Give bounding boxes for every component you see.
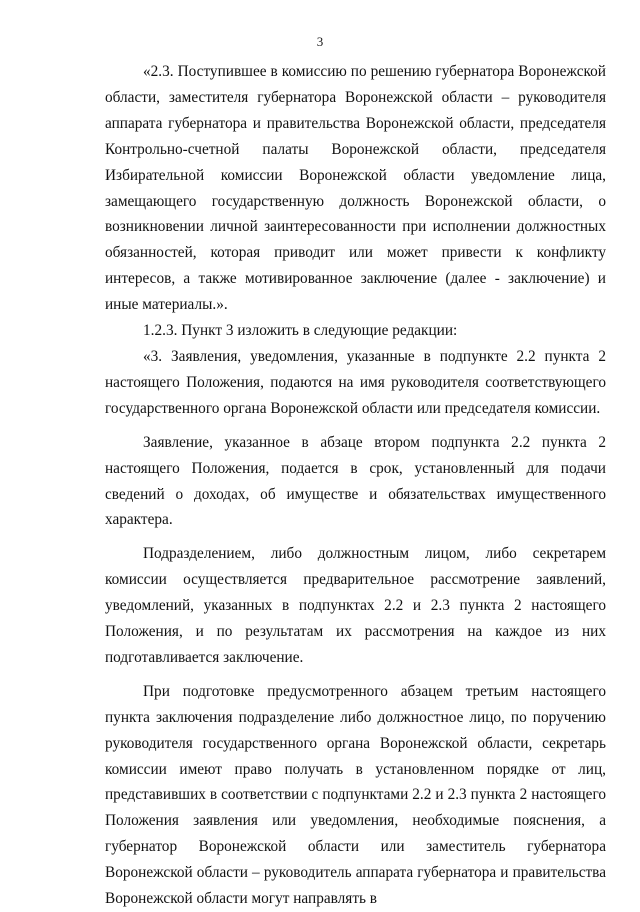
- paragraph-2-3-commission: «2.3. Поступившее в комиссию по решению губернатора Воронежской области, заместителя губернатора Воронежской области – руководителя аппарата губернатора и правительства Воронежской области, председателя Контрольно-счетной палаты Воронежской области, председателя Избирательной комиссии Воронежской области уведомление лица, замещающего государственную должность Воронежской области, о возникновении личной заинтересованности при исполнении должностных обязанностей, которая приводит или может привести к конфликту интересов, а также мотивированное заключение (далее - заключение) и иные материалы.».: [105, 63, 606, 314]
- page-number: 3: [316, 34, 324, 49]
- paragraph-3-applications: «3. Заявления, уведомления, указанные в подпункте 2.2 пункта 2 настоящего Положения, подаются на имя руководителя соответствующего государственного органа Воронежской области или председателя комиссии.: [105, 347, 606, 417]
- paragraph-application-deadline: Заявление, указанное в абзаце втором подпункта 2.2 пункта 2 настоящего Положения, подается в срок, установленный для подачи сведений о доходах, об имуществе и обязательствах имущественного характера.: [105, 433, 606, 529]
- paragraph-1-2-3-amendment: 1.2.3. Пункт 3 изложить в следующие редакции:: [143, 322, 458, 340]
- paragraph-conclusion-preparation: При подготовке предусмотренного абзацем третьим настоящего пункта заключения подразделение либо должностное лицо, по поручению руководителя государственного органа Воронежской области, секретарь комиссии имеют право получать в установленном порядке от лиц, представивших в соответствии с подпунктами 2.2 и 2.3 пункта 2 настоящего Положения заявления или уведомления, необходимые пояснения, а губернатор Воронежской области или заместитель губернатора Воронежской области – руководитель аппарата губернатора и правительства Воронежской области могут направлять в: [105, 682, 606, 908]
- document-body: [105, 59, 606, 912]
- paragraph-preliminary-review: Подразделением, либо должностным лицом, либо секретарем комиссии осуществляется предварительное рассмотрение заявлений, уведомлений, указанных в подпунктах 2.2 и 2.3 пункта 2 настоящего Положения, и по результатам их рассмотрения на каждое из них подготавливается заключение.: [105, 545, 606, 666]
